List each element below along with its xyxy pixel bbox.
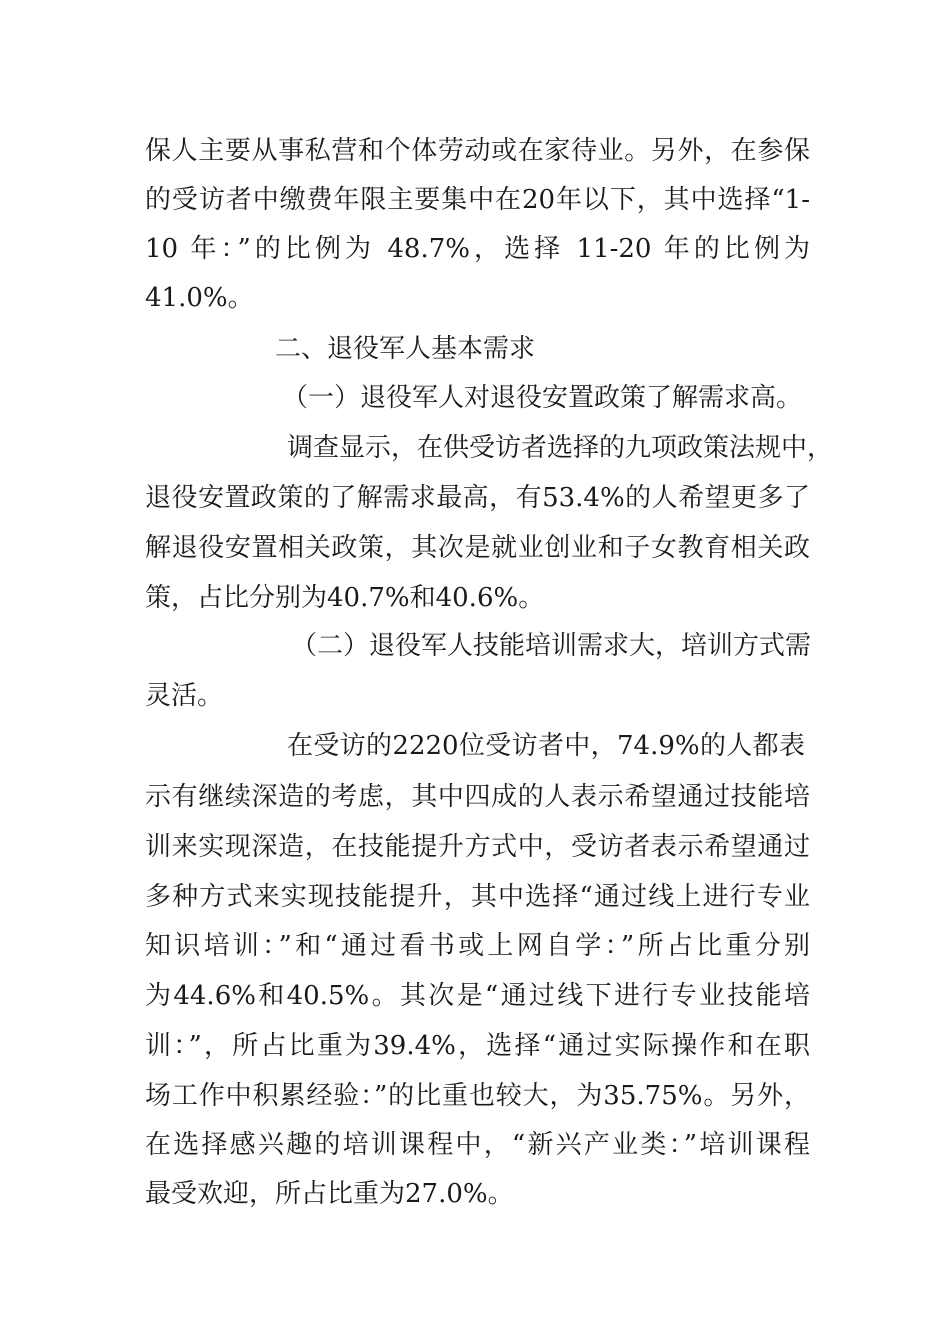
paragraph-2-line-1: 调查显示，在供受访者选择的九项政策法规中，	[287, 433, 834, 463]
paragraph-3-line-3: 训来实现深造，在技能提升方式中，受访者表示希望通过	[145, 832, 810, 862]
subsection-2-heading-line-1: （二）退役军人技能培训需求大，培训方式需	[291, 631, 812, 661]
subsection-1-heading: （一）退役军人对退役安置政策了解需求高。	[282, 383, 803, 413]
paragraph-3-line-8: 场工作中积累经验：”的比重也较大，为35.75%。另外，	[145, 1081, 810, 1111]
paragraph-3-line-9: 在选择感兴趣的培训课程中，“新兴产业类：”培训课程	[145, 1130, 810, 1160]
paragraph-3-line-7: 训：”，所占比重为39.4%，选择“通过实际操作和在职	[145, 1031, 810, 1061]
paragraph-3-line-5: 知识培训：”和“通过看书或上网自学：”所占比重分别	[145, 931, 810, 961]
subsection-2-heading-line-2: 灵活。	[145, 681, 224, 711]
paragraph-1-line-4: 41.0%。	[145, 283, 254, 313]
paragraph-3-line-4: 多种方式来实现技能提升，其中选择“通过线上进行专业	[145, 882, 810, 912]
paragraph-2-line-4: 策，占比分别为40.7%和40.6%。	[145, 583, 545, 613]
paragraph-2-line-2: 退役安置政策的了解需求最高，有53.4%的人希望更多了	[145, 483, 810, 513]
paragraph-3-line-6: 为44.6%和40.5%。其次是“通过线下进行专业技能培	[145, 981, 810, 1011]
paragraph-3-line-2: 示有继续深造的考虑，其中四成的人表示希望通过技能培	[145, 782, 810, 812]
paragraph-3-line-1: 在受访的2220位受访者中，74.9%的人都表	[287, 731, 805, 761]
paragraph-3-line-10: 最受欢迎，所占比重为27.0%。	[145, 1179, 514, 1209]
paragraph-1-line-2: 的受访者中缴费年限主要集中在20年以下，其中选择“1-	[145, 185, 810, 215]
paragraph-1-line-3: 10 年：”的比例为 48.7%，选择 11-20 年的比例为	[145, 234, 810, 264]
paragraph-1-line-1: 保人主要从事私营和个体劳动或在家待业。另外，在参保	[145, 136, 810, 166]
paragraph-2-line-3: 解退役安置相关政策，其次是就业创业和子女教育相关政	[145, 533, 810, 563]
section-heading: 二、退役军人基本需求	[275, 334, 536, 364]
